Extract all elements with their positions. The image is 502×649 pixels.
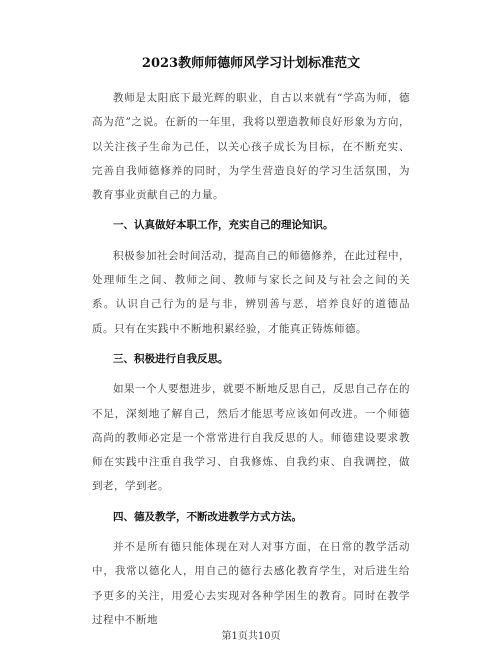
section-paragraph-1: 积极参加社会时间活动，提高自己的师德修养，在此过程中，处理师生之间、教师之间、教师与家长之间及与社会之间的关系。认识自己行为的是与非，辨别善与恶，培养良好的道德品质。只有在实践中不断地积累经验，才能真正铸炼师德。 xyxy=(92,249,410,335)
section-paragraph-4: 并不是所有德只能体现在对人对事方面，在日常的教学活动中，我常以德化人，用自己的德行去感化教育学生，对后进生给予更多的关注，用爱心去实现对各种学困生的教育。同时在教学过程中不断地 xyxy=(92,541,410,626)
section-heading-4: 四、德及教学，不断改进教学方式方法。 xyxy=(113,510,302,523)
section-heading-1: 一、认真做好本职工作，充实自己的理论知识。 xyxy=(113,219,334,232)
page-number-footer: 第1页共10页 xyxy=(221,631,281,642)
section-paragraph-3: 如果一个人要想进步，就要不断地反思自己，反思自己存在的不足，深刻地了解自己，然后才能思考应该如何改进。一个师德高尚的教师必定是一个常常进行自我反思的人。师德建设要求教师在实践中注重自我学习、自我修炼、自我约束、自我调控，做到老，学到老。 xyxy=(92,383,410,493)
document-title: 2023教师师德师风学习计划标准范文 xyxy=(141,56,361,71)
intro-paragraph: 教师是太阳底下最光辉的职业，自古以来就有“学高为师，德高为范”之说。在新的一年里，我将以塑造教师良好形象为方向，以关注孩子生命为己任，以关心孩子成长为目标，在不断充实、完善自我师德修养的同时，为学生营造良好的学习生活氛围，为教育事业贡献自己的力量。 xyxy=(92,92,410,202)
section-heading-3: 三、积极进行自我反思。 xyxy=(113,352,229,365)
document-body xyxy=(92,86,410,638)
